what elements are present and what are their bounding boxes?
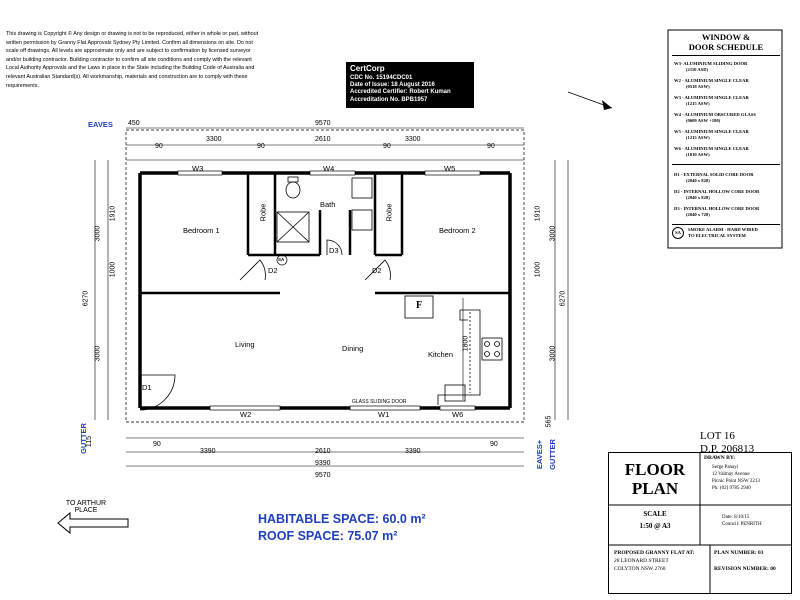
door-tag-d1: D1 — [142, 383, 152, 392]
top-gap-dimension: 90 — [155, 143, 163, 150]
side-dimension-lower-right: 3000 — [549, 345, 557, 362]
drawn-by-details: Serge Panayi 12 Valmay Avenue Picnic Point NSW 2213 Ph: (02) 9785 2940 — [712, 465, 760, 491]
kitchen-dimension: 1800 — [462, 335, 470, 352]
schedule-item: W2 - ALUMINIUM SINGLE CLEAR (0518 ASW) — [674, 78, 749, 89]
side-dimension-1910-right: 1910 — [534, 205, 542, 222]
window-tag-w5: W5 — [444, 164, 456, 173]
top-gap-dimension: 90 — [257, 143, 265, 150]
bottom-overall-dimension: 9570 — [315, 472, 331, 479]
certificate-line: Date of Issue: 18 August 2016 — [350, 82, 435, 89]
bottom-gap-dimension: 90 — [490, 441, 498, 448]
top-gap-dimension: 90 — [383, 143, 391, 150]
side-dimension-1000-right: 1000 — [534, 261, 542, 278]
schedule-item: D2 - INTERNAL HOLLOW CORE DOOR (2040 x 820) — [674, 189, 760, 200]
schedule-title: WINDOW & — [701, 32, 751, 42]
room-dining: Dining — [342, 344, 364, 353]
north-arrow-icon — [568, 92, 612, 110]
door-swings — [140, 240, 390, 410]
smoke-alarm-tag: SA — [278, 257, 285, 262]
bottom-dimension-c: 3390 — [405, 448, 421, 455]
certificate-line: Accredited Certifier: Robert Kuman — [350, 89, 451, 96]
certificate-line: Accreditation No. BPB1957 — [350, 96, 428, 103]
copyright-note: This drawing is Copyright © Any design or drawing is not to be reproduced, either in whole or part, without written permission by Granny Flat Approvals Sydney Pty Limited. Confirm all dimensions on site. Do not scale off drawings. All levels are approximate only and are subject to confirmation by licensed surveyor and/or building contractor. Building contractor to confirm all site conditions and comply with the relevant Local Authority Approvals and the Laws in place in the State including the Building Code of Australia and relevant Australian Standard(s). All workmanship, materials and construction are to comply with these requirements. — [6, 31, 259, 89]
eaves-label: EAVES — [88, 120, 113, 129]
gutter-label-left: GUTTER — [78, 423, 88, 454]
drawn-by-label: DRAWN BY: — [704, 455, 736, 461]
direction-arrow-icon — [58, 513, 128, 533]
gutter-dimension-right: 565 — [545, 415, 553, 428]
top-overall-dimension: 9570 — [315, 120, 331, 127]
smoke-alarm-icon: SA — [672, 227, 684, 239]
door-tag-d3: D3 — [329, 246, 339, 255]
window-tag-w1: W1 — [378, 410, 390, 419]
side-dimension-1000: 1000 — [109, 261, 117, 278]
drawing-title: FLOOR PLAN — [624, 460, 686, 498]
lot-number: LOT 16 — [700, 430, 735, 442]
top-gap-dimension: 90 — [487, 143, 495, 150]
schedule-item: W3- ALUMINIUM SLIDING DOOR (2110 ASD) — [674, 61, 748, 72]
smoke-note: SMOKE ALARM - HARD WIRED — [688, 227, 758, 232]
eaves-dimension: 450 — [128, 120, 140, 127]
revision-number: REVISION NUMBER: 00 — [714, 566, 776, 572]
window-tag-w6: W6 — [452, 410, 464, 419]
certificate-line: CDC No. 15194CDC01 — [350, 75, 413, 81]
fridge-label: F — [416, 300, 423, 311]
schedule-item: W3 - ALUMINIUM SINGLE CLEAR (1215 ASW) — [674, 95, 749, 106]
side-dimension-upper: 3000 — [94, 225, 102, 242]
gutter-dimension-left: 115 — [86, 435, 94, 448]
side-dimension-lower: 3000 — [94, 345, 102, 362]
glass-sliding-door-label: GLASS SLIDING DOOR — [352, 399, 407, 405]
toilet-icon — [286, 182, 300, 198]
door-tag-d2: D2 — [268, 266, 278, 275]
cooktop-icon — [482, 338, 502, 360]
schedule-item: D1 - EXTERNAL SOLID CORE DOOR (2040 x 820) — [674, 172, 754, 183]
room-bedroom-2: Bedroom 2 — [439, 226, 476, 235]
schedule-item: W5 - ALUMINIUM SINGLE CLEAR (1215 ASW) — [674, 129, 749, 140]
room-robe-1: Robe — [258, 203, 268, 222]
door-tag-d2: D2 — [372, 266, 382, 275]
schedule-item: D3 - INTERNAL HOLLOW CORE DOOR (2040 x 720) — [674, 206, 760, 217]
sink-icon — [445, 385, 465, 401]
side-dimension-upper-right: 3000 — [549, 225, 557, 242]
scale-value: 1:50 @ A3 — [639, 522, 671, 530]
schedule-item: W6 - ALUMINIUM SINGLE CLEAR (1010 ASW) — [674, 146, 749, 157]
gutter-label-right: GUTTER — [547, 439, 557, 470]
bath-fixtures — [277, 177, 372, 242]
habitable-space: HABITABLE SPACE: 60.0 m² — [258, 512, 426, 526]
top-dimension-b: 2610 — [315, 136, 331, 143]
window-tag-w4: W4 — [323, 164, 335, 173]
scale-label: SCALE — [643, 510, 667, 518]
date-council: Date: 8/10/15 Council: PENRITH — [722, 515, 762, 527]
window-tag-w2: W2 — [240, 410, 252, 419]
side-overall-dimension-right: 6270 — [559, 290, 567, 307]
schedule-item: W4 - ALUMINIUM OBSCURED GLASS (0609 ASW +180) — [674, 112, 756, 123]
top-dimension-a: 3300 — [206, 136, 222, 143]
schedule-border — [668, 30, 782, 248]
certificate-title: CertCorp — [350, 64, 385, 73]
plan-number: PLAN NUMBER: 03 — [714, 550, 764, 556]
top-dimension-c: 3300 — [405, 136, 421, 143]
window-tag-w3: W3 — [192, 164, 204, 173]
kitchen-fixtures — [405, 296, 502, 405]
room-bath: Bath — [320, 200, 336, 209]
side-dimension-1910: 1910 — [109, 205, 117, 222]
side-overall-dimension: 6270 — [82, 290, 90, 307]
bottom-gap-dimension: 90 — [153, 441, 161, 448]
project-address: PROPOSED GRANNY FLAT AT: 28 LEONARD STREET COLYTON NSW 2760 — [614, 550, 695, 572]
deposited-plan: D.P. 206813 — [700, 443, 755, 455]
room-living: Living — [235, 340, 255, 349]
dimension-lines — [95, 128, 568, 466]
bottom-dimension-a: 3390 — [200, 448, 216, 455]
eaves-label-right: EAVES+ — [535, 439, 545, 470]
room-robe-2: Robe — [384, 203, 394, 222]
room-bedroom-1: Bedroom 1 — [183, 226, 220, 235]
smoke-note: TO ELECTRICAL SYSTEM — [688, 233, 746, 238]
bottom-dimension-b: 2610 — [315, 448, 331, 455]
basin-icon — [352, 210, 372, 230]
room-kitchen: Kitchen — [428, 350, 454, 359]
bottom-inner-dimension: 9390 — [315, 460, 331, 467]
direction-label: TO ARTHUR PLACE — [65, 500, 107, 514]
schedule-title: DOOR SCHEDULE — [688, 42, 764, 52]
roof-space: ROOF SPACE: 75.07 m² — [258, 529, 398, 543]
